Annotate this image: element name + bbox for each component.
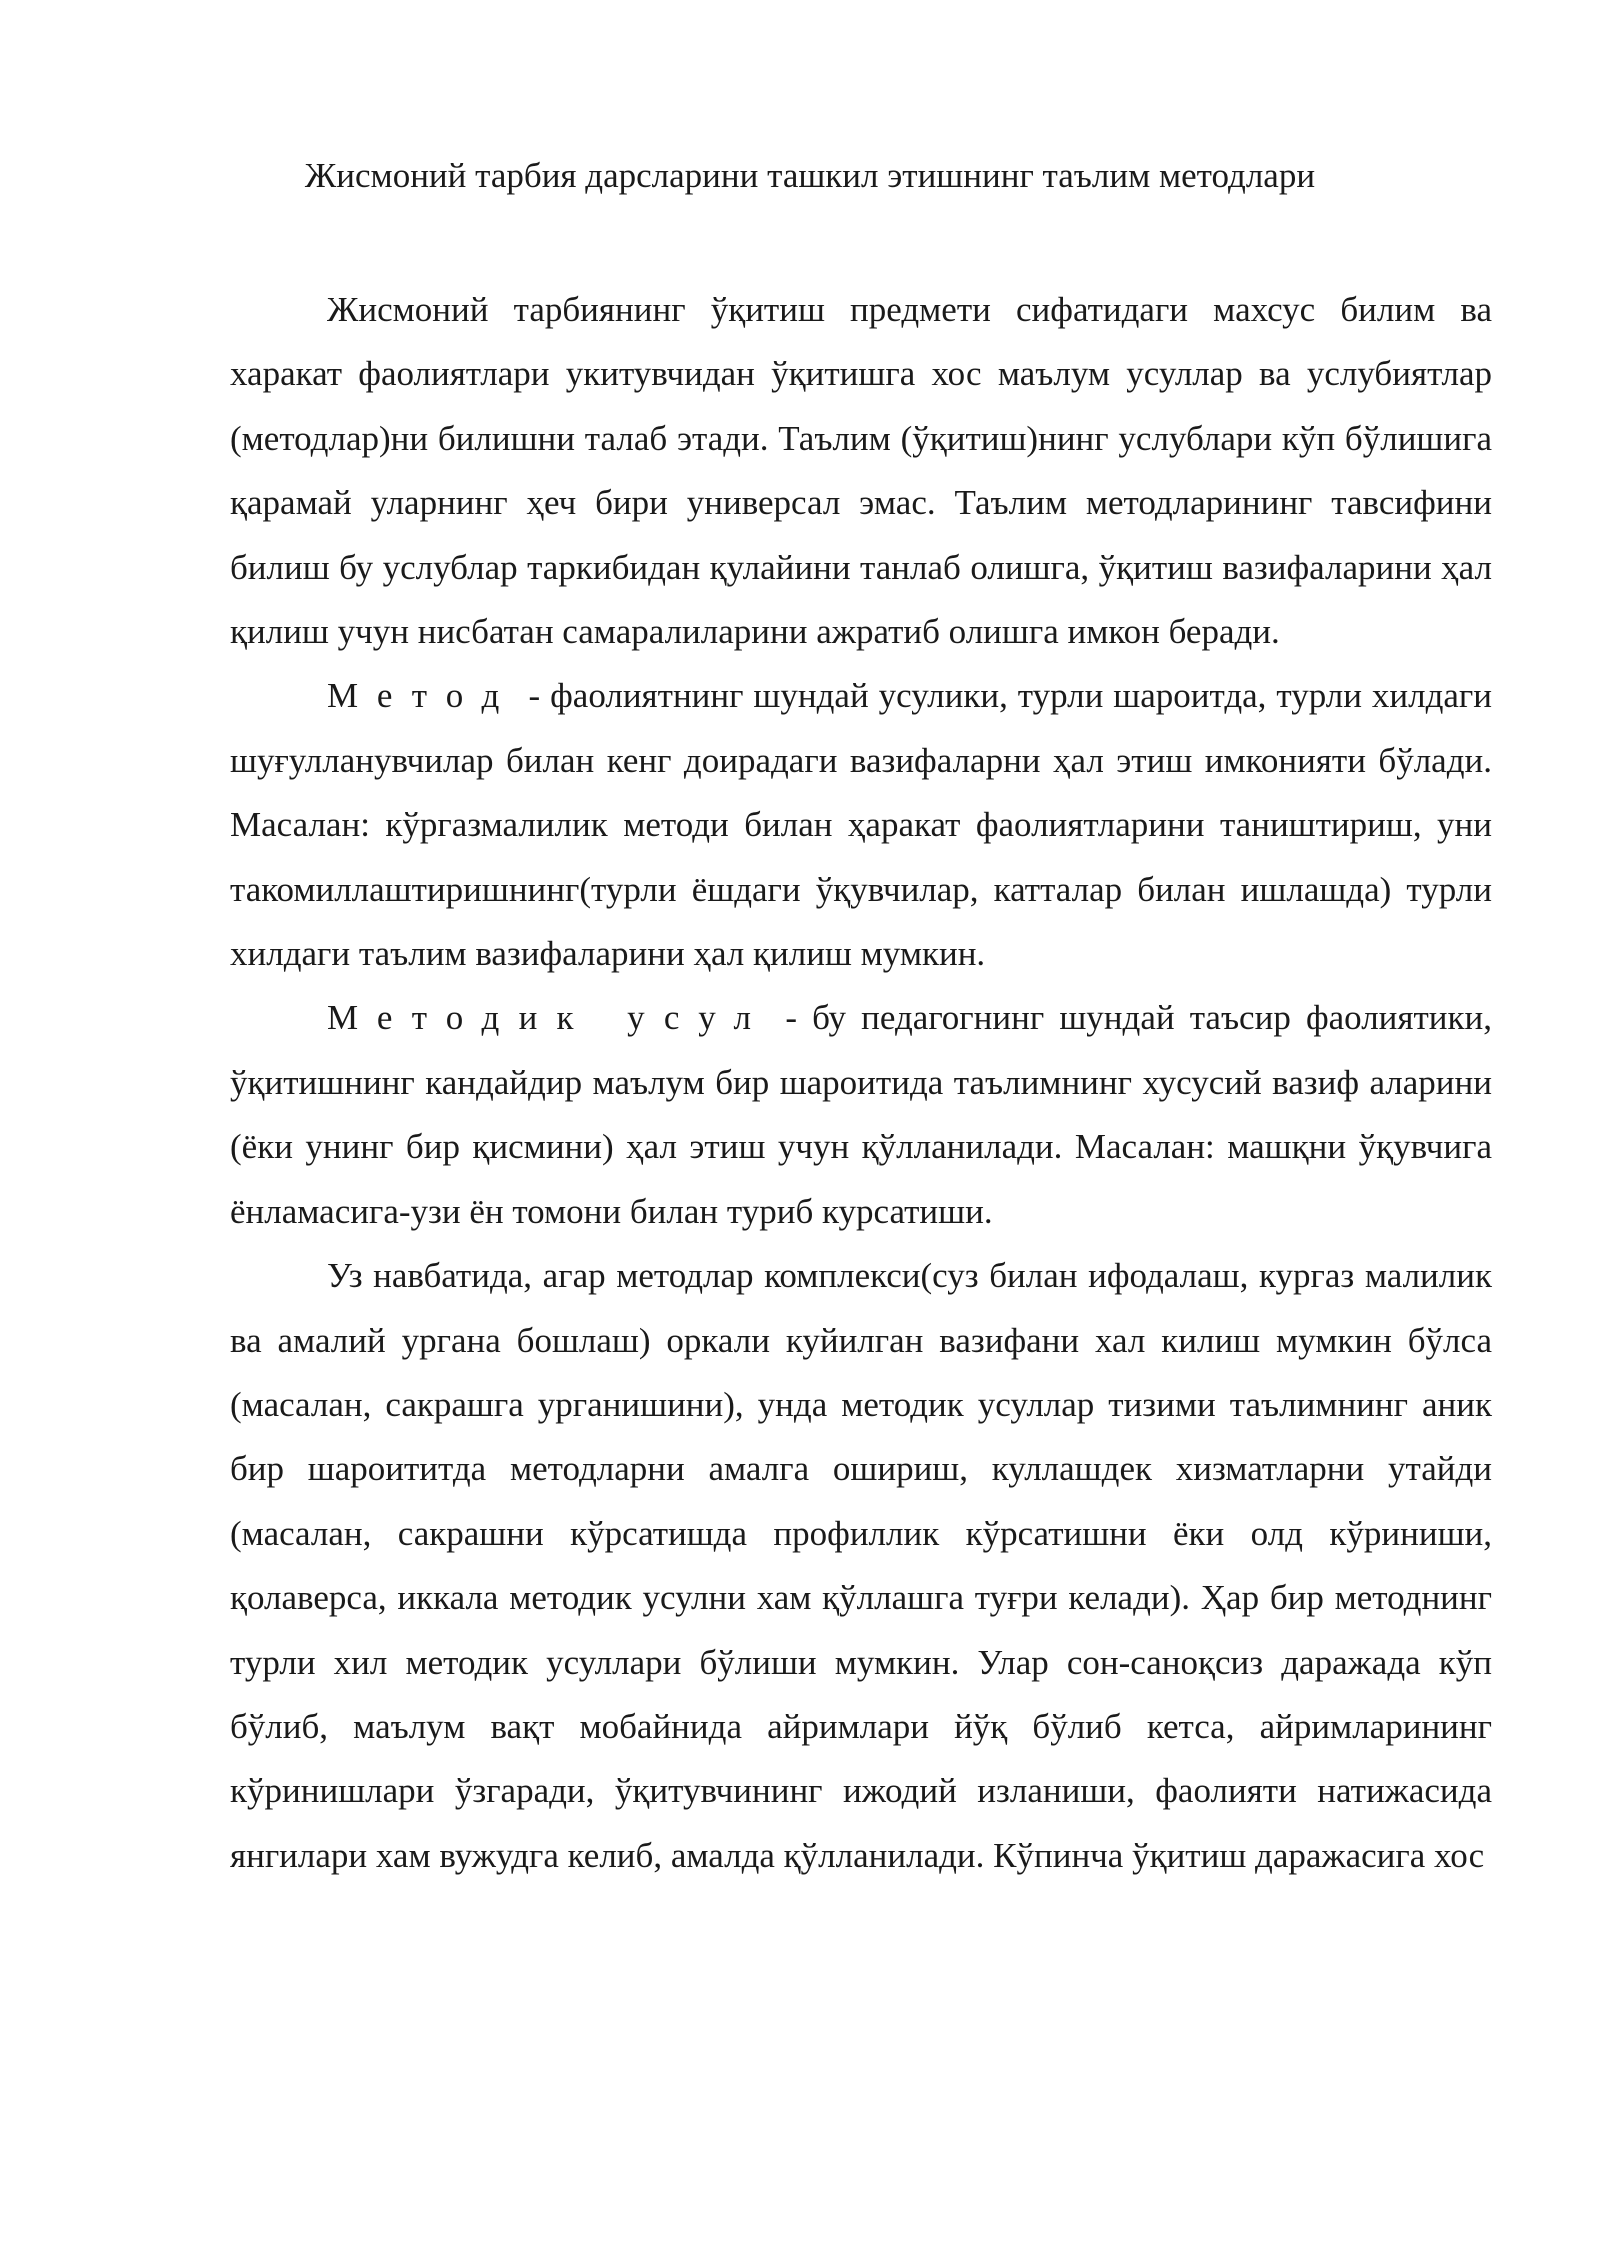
- paragraph-complex-text: Уз навбатида, агар методлар комплекси(суз билан ифодалаш, кургаз малилик ва амалий ургана бошлаш) оркали куйилган вазифани хал килиш мумкин бўлса (масалан, сакрашга урганишини), унда методик усуллар тизими таълимнинг аник бир шароититда методларни амалга ошириш, куллашдек хизматларни утайди (масалан, сакрашни кўрсатишда профиллик кўрсатишни ёки олд кўриниши, қолаверса, иккала методик усулни хам қўллашга туғри келади). Ҳар бир методнинг турли хил методик усуллари бўлиши мумкин. Улар сон-саноқсиз даражада кўп бўлиб, маълум вақт мобайнида айримлари йўқ бўлиб кетса, айримларининг кўринишлари ўзгаради, ўқитувчининг ижодий изланиши, фаолияти натижасида янгилари хам вужудга келиб, амалда қўлланилади. Кўпинча ўқитиш даражасига хос: [230, 1256, 1492, 1875]
- paragraph-method-text: - фаолиятнинг шундай усулики, турли шароитда, турли хилдаги шуғулланувчилар билан кенг доирадаги вазифаларни ҳал этиш имконияти бўлади. Масалан: кўргазмалилик методи билан ҳаракат фаолиятларини таништириш, уни такомиллаштиришнинг(турли ёшдаги ўқувчилар, катталар билан ишлашда) турли хилдаги таълим вазифаларини ҳал қилиш мумкин.: [230, 676, 1492, 974]
- paragraph-technique-text: - бу педагогнинг шундай таъсир фаолиятики, ўқитишнинг кандайдир маълум бир шароитида таълимнинг хусусий вазиф аларини (ёки унинг бир қисмини) ҳал этиш учун қўлланилади. Масалан: машқни ўқувчига ёнламасига-узи ён томони билан туриб курсатиши.: [230, 998, 1492, 1231]
- paragraph-method-complex: [230, 1244, 1492, 1888]
- document-body: [230, 278, 1492, 1888]
- paragraph-intro-text: Жисмоний тарбиянинг ўқитиш предмети сифатидаги махсус билим ва харакат фаолиятлари укитувчидан ўқитишга хос маълум усуллар ва услубиятлар (методлар)ни билишни талаб этади. Таълим (ўқитиш)нинг услублари кўп бўлишига қарамай уларнинг ҳеч бири универсал эмас. Таълим методларининг тавсифини билиш бу услублар таркибидан қулайини танлаб олишга, ўқитиш вазифаларини ҳал қилиш учун нисбатан самаралиларини ажратиб олишга имкон беради.: [230, 290, 1492, 652]
- paragraph-methodical-technique: [230, 986, 1492, 1244]
- paragraph-method-definition: [230, 664, 1492, 986]
- term-method: Метод: [327, 676, 519, 716]
- document-title: Жисмоний тарбия дарсларини ташкил этишнинг таълим методлари: [304, 156, 1316, 195]
- term-methodical-technique: Методик усул: [327, 998, 771, 1038]
- paragraph-intro: [230, 278, 1492, 664]
